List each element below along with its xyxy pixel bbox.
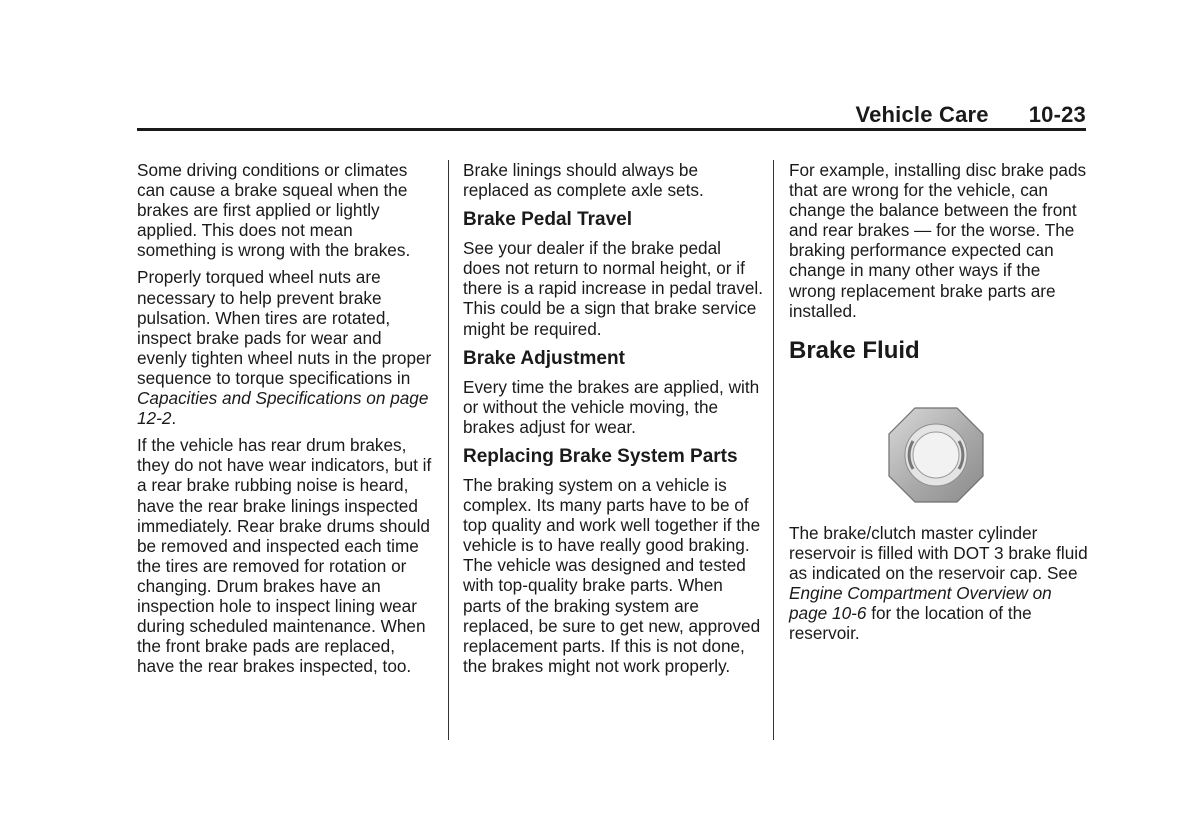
page-header: [137, 100, 1086, 130]
paragraph: For example, installing disc brake pads that are wrong for the vehicle, can change the balance between the front and rear brakes — for the worse. The braking performance expected can change in many other ways if the wrong replacement brake parts are installed.: [789, 160, 1087, 321]
column-divider: [773, 160, 774, 740]
paragraph: See your dealer if the brake pedal does not return to normal height, or if there is a rapid increase in pedal travel. This could be a sign that brake service might be required.: [463, 238, 763, 339]
heading-brake-fluid: Brake Fluid: [789, 336, 920, 364]
paragraph: Brake linings should always be replaced as complete axle sets.: [463, 160, 704, 201]
column-middle: [463, 160, 763, 683]
header-text: [855, 102, 1086, 128]
paragraph-text: .: [171, 408, 177, 429]
brake-fluid-reservoir-cap-icon: [886, 405, 986, 505]
column-left: [137, 160, 433, 683]
page-number: 10-23: [1028, 102, 1086, 127]
header-rule: [137, 128, 1086, 131]
subheading-replacing-brake-system-parts: Replacing Brake System Parts: [463, 445, 738, 467]
paragraph: If the vehicle has rear drum brakes, they do not have wear indicators, but if a rear brake rubbing noise is heard, have the rear brake linings inspected immediately. Rear brake drums should be removed and inspected each time the tires are removed for rotation or changing. Drum brakes have an inspection hole to inspect lining wear during scheduled maintenance. When the front brake pads are replaced, have the rear brakes inspected, too.: [137, 435, 432, 677]
paragraph: [137, 267, 433, 428]
paragraph: Some driving conditions or climates can cause a brake squeal when the brakes are first applied or lightly applied. This does not mean something is wrong with the brakes.: [137, 160, 411, 261]
section-title: Vehicle Care: [855, 102, 989, 127]
column-divider: [448, 160, 449, 740]
column-right: [789, 160, 1089, 650]
paragraph: [789, 523, 1089, 644]
paragraph-text: The brake/clutch master cylinder reservoir is filled with DOT 3 brake fluid as indicated on the reservoir cap. See: [789, 522, 1088, 583]
subheading-brake-pedal-travel: Brake Pedal Travel: [463, 209, 632, 231]
paragraph: The braking system on a vehicle is complex. Its many parts have to be of top quality and work well together if the vehicle is to have really good braking. The vehicle was designed and tested with top-quality brake parts. When parts of the braking system are replaced, be sure to get new, approved replacement parts. If this is not done, the brakes might not work properly.: [463, 474, 761, 676]
cross-reference-link[interactable]: Capacities and Specifications on page 12-2: [137, 388, 429, 429]
subheading-brake-adjustment: Brake Adjustment: [463, 347, 625, 369]
paragraph-text: for the location of the reservoir.: [789, 603, 1032, 644]
cross-reference-link[interactable]: Engine Compartment Overview on page 10-6: [789, 583, 1052, 624]
paragraph-text: Properly torqued wheel nuts are necessary to help prevent brake pulsation. When tires are rotated, inspect brake pads for wear and evenly tighten wheel nuts in the proper sequence to torque specifications in: [137, 267, 432, 388]
paragraph: Every time the brakes are applied, with or without the vehicle moving, the brakes adjust for wear.: [463, 376, 760, 437]
